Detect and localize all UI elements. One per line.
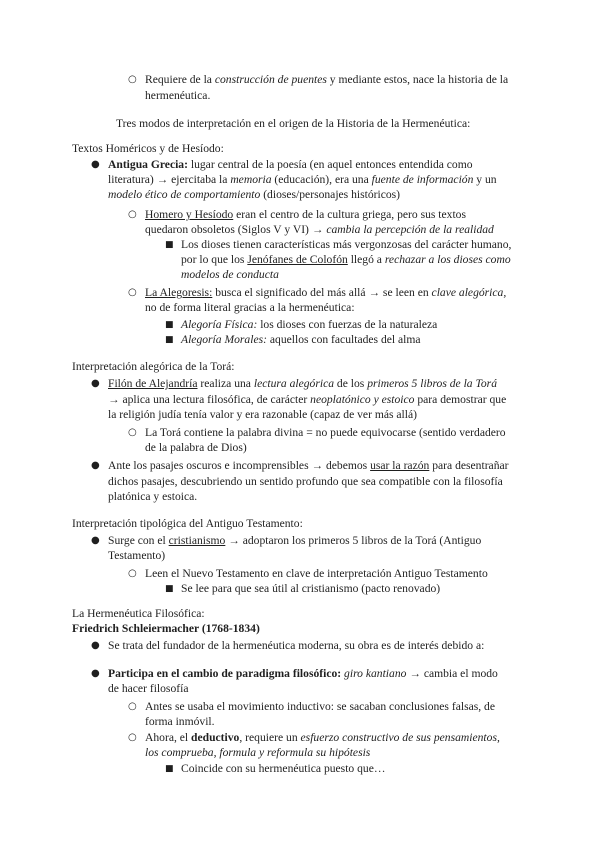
bullet-square: ■	[165, 320, 174, 330]
text-line: literatura) → ejercitaba la memoria (educación), era una fuente de información y un	[108, 173, 497, 186]
bullet-disc: ●	[91, 460, 100, 471]
text-line: modelo ético de comportamiento (dioses/personajes históricos)	[108, 188, 401, 201]
text-line: Coincide con su hermenéutica puesto que…	[181, 762, 386, 775]
text-line: los comprueba, formula y reformula su hipótesis	[145, 746, 371, 759]
text-line: de la palabra de Dios)	[145, 441, 247, 454]
section-heading: La Hermenéutica Filosófica:	[72, 607, 205, 620]
bullet-circle: ○	[128, 701, 137, 712]
bullet-circle: ○	[128, 427, 137, 438]
bullet-square: ■	[165, 764, 174, 774]
text-line: dichos pasajes, descubriendo un sentido profundo que sea compatible con la filosofía	[108, 475, 503, 488]
text-line: modelos de conducta	[181, 268, 279, 281]
text-line: La Torá contiene la palabra divina = no puede equivocarse (sentido verdadero	[145, 426, 506, 439]
text-line: La Alegoresis: busca el significado del más allá → se leen en clave alegórica,	[145, 286, 507, 299]
text-line: por lo que los Jenófanes de Colofón llegó a rechazar a los dioses como	[181, 253, 511, 266]
bullet-circle: ○	[128, 732, 137, 743]
bullet-circle: ○	[128, 568, 137, 579]
text-line: no de forma literal gracias a la hermenéutica:	[145, 301, 355, 314]
text-line: Requiere de la construcción de puentes y mediante estos, nace la historia de la	[145, 73, 509, 86]
text-line: Se trata del fundador de la hermenéutica moderna, su obra es de interés debido a:	[108, 639, 485, 652]
text-line: Se lee para que sea útil al cristianismo (pacto renovado)	[181, 582, 441, 595]
author-heading: Friedrich Schleiermacher (1768-1834)	[72, 622, 260, 635]
text-line: la religión judía tenía valor y era razonable (capaz de ver más allá)	[108, 408, 418, 421]
bullet-square: ■	[165, 335, 174, 345]
text-line: de hacer filosofía	[108, 682, 189, 695]
bullet-disc: ●	[91, 640, 100, 651]
bullet-circle: ○	[128, 74, 137, 85]
bullet-circle: ○	[128, 287, 137, 298]
section-heading: Interpretación tipológica del Antiguo Testamento:	[72, 517, 303, 530]
text-line: Ahora, el deductivo, requiere un esfuerzo constructivo de sus pensamientos,	[145, 731, 500, 744]
centered-heading: Tres modos de interpretación en el origen de la Historia de la Hermenéutica:	[116, 117, 471, 130]
bullet-square: ■	[165, 240, 174, 250]
bullet-disc: ●	[91, 535, 100, 546]
bullet-disc: ●	[91, 378, 100, 389]
text-line: → aplica una lectura filosófica, de carácter neoplatónico y estoico para demostrar que	[108, 393, 507, 406]
bullet-disc: ●	[91, 668, 100, 679]
text-line: Los dioses tienen características más vergonzosas del carácter humano,	[181, 238, 512, 251]
text-line: Participa en el cambio de paradigma filosófico: giro kantiano → cambia el modo	[108, 667, 498, 680]
text-line: Surge con el cristianismo → adoptaron los primeros 5 libros de la Torá (Antiguo	[108, 534, 482, 547]
bullet-disc: ●	[91, 159, 100, 170]
text-line: Antes se usaba el movimiento inductivo: se sacaban conclusiones falsas, de	[145, 700, 495, 713]
bullet-circle: ○	[128, 209, 137, 220]
text-line: quedaron obsoletos (Siglos V y VI) → cambia la percepción de la realidad	[145, 223, 494, 236]
text-line: Leen el Nuevo Testamento en clave de interpretación Antiguo Testamento	[145, 567, 488, 580]
bullet-square: ■	[165, 584, 174, 594]
text-line: Filón de Alejandría realiza una lectura alegórica de los primeros 5 libros de la Torá	[108, 377, 497, 390]
text-line: Alegoría Física: los dioses con fuerzas de la naturaleza	[181, 318, 438, 331]
text-line: Testamento)	[108, 549, 166, 562]
section-heading: Interpretación alegórica de la Torá:	[72, 360, 235, 373]
text-line: platónica y estoica.	[108, 490, 198, 503]
text-line: hermenéutica.	[145, 89, 211, 102]
text-line: forma inmóvil.	[145, 715, 215, 728]
text-line: Alegoría Morales: aquellos con facultades del alma	[181, 333, 421, 346]
text-line: Ante los pasajes oscuros e incomprensibles → debemos usar la razón para desentrañar	[108, 459, 509, 472]
text-line: Homero y Hesíodo eran el centro de la cultura griega, pero sus textos	[145, 208, 466, 221]
section-heading: Textos Homéricos y de Hesíodo:	[72, 142, 224, 155]
list-item: Antigua Grecia: lugar central de la poesía (en aquel entonces entendida como	[108, 158, 473, 171]
